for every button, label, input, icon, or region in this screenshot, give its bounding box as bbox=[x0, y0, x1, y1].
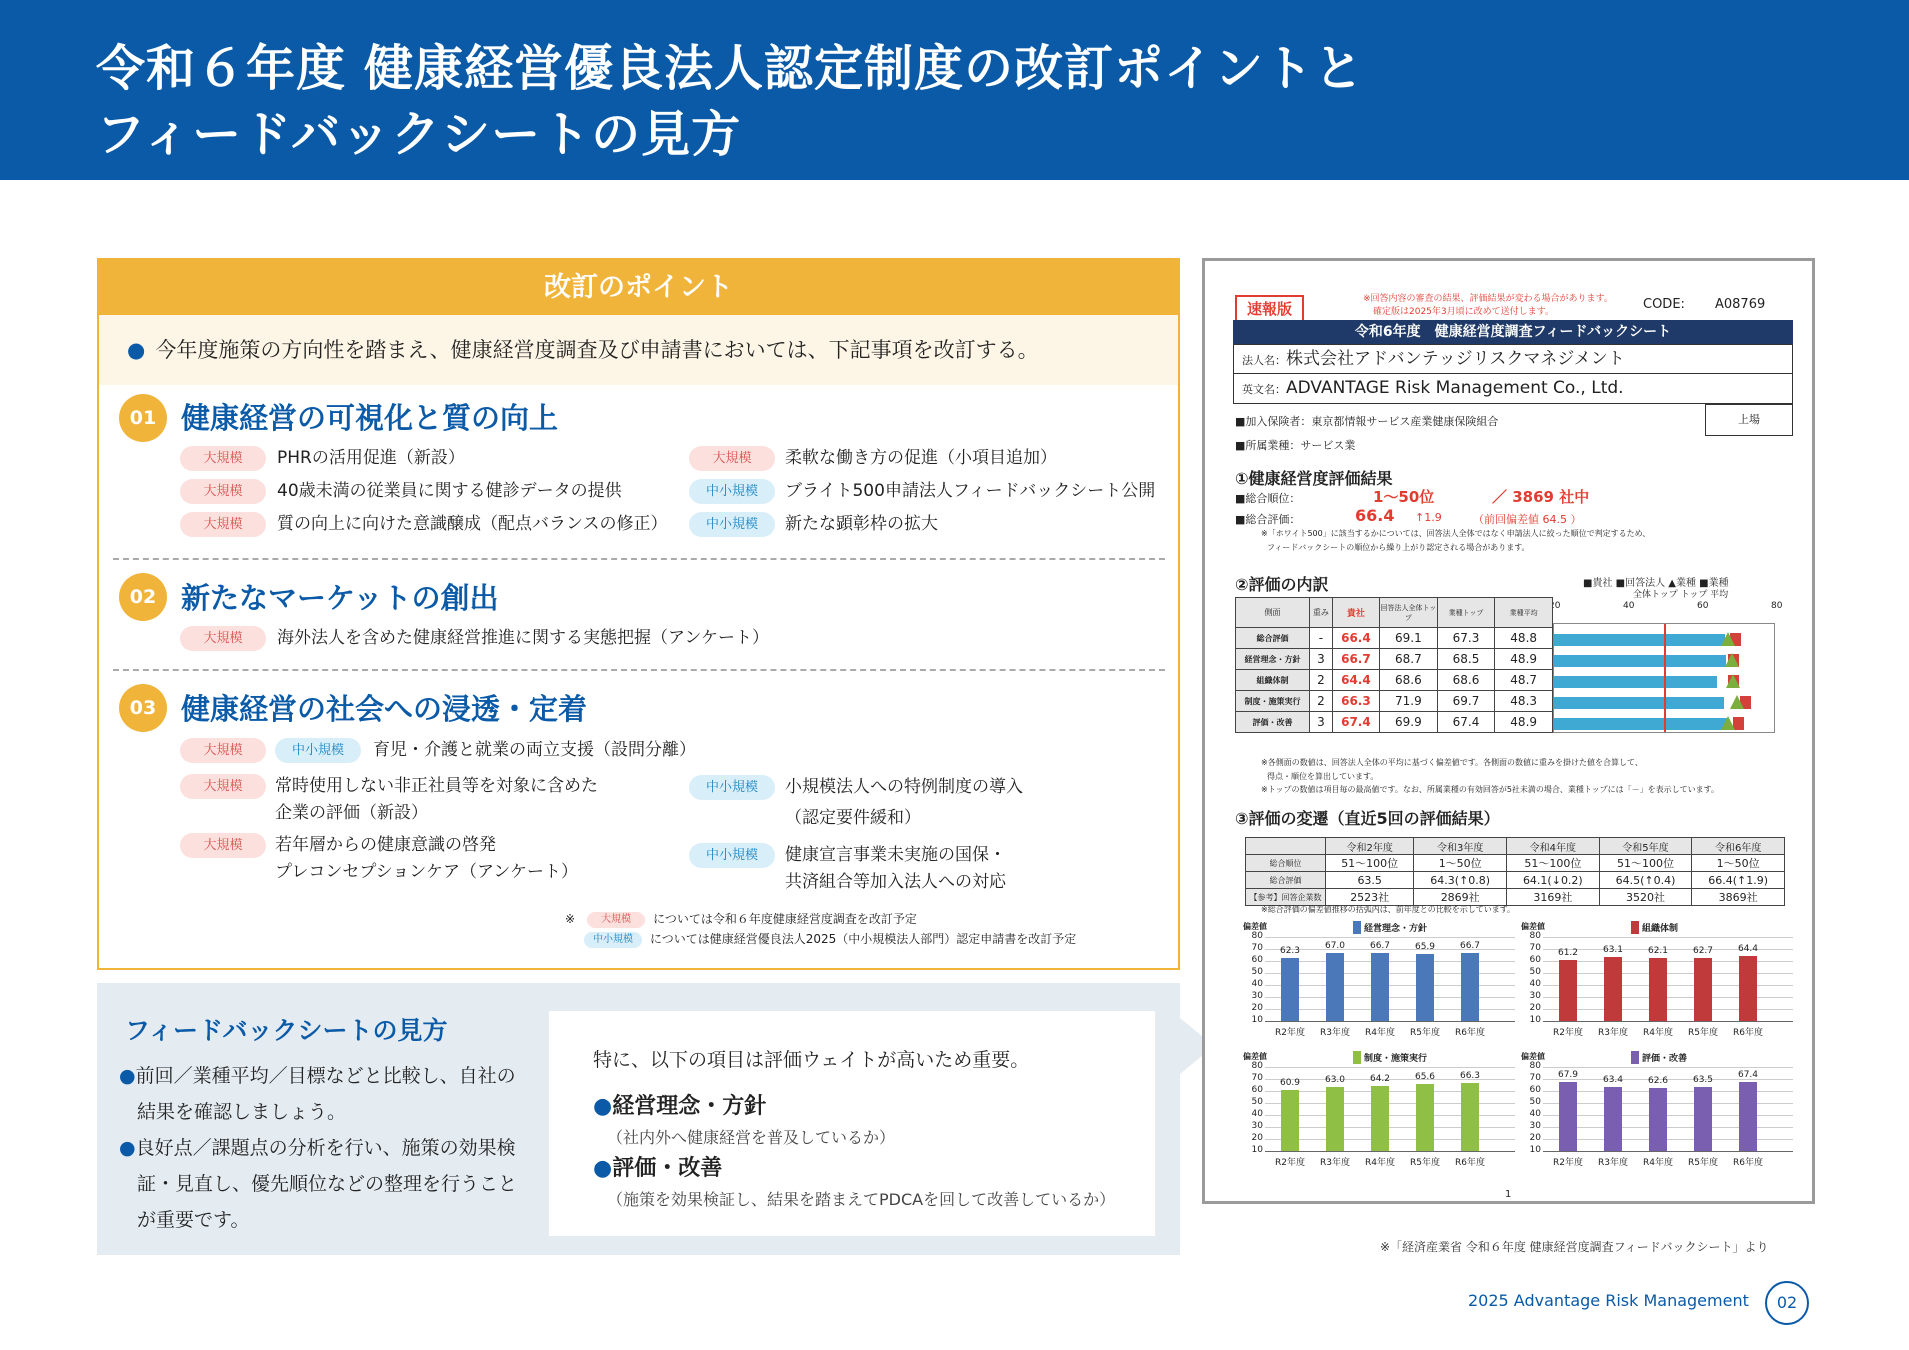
x-tick-label: R6年度 bbox=[1455, 1028, 1485, 1038]
feedback-point bbox=[119, 1130, 529, 1238]
table-cell: 67.3 bbox=[1437, 628, 1495, 649]
chart-bar bbox=[1649, 958, 1667, 1021]
title-banner bbox=[0, 0, 1909, 180]
axis-tick: 40 bbox=[1623, 601, 1635, 611]
breakdown-legend-sub: 全体トップ トップ 平均 bbox=[1633, 590, 1729, 600]
table-cell: 3520社 bbox=[1599, 889, 1692, 906]
table-cell: 51〜100位 bbox=[1599, 855, 1692, 872]
table-header-cell: 回答法人全体トップ bbox=[1380, 598, 1438, 628]
table-row bbox=[1246, 872, 1785, 889]
y-tick-label: 50 bbox=[1529, 967, 1541, 977]
table-header-cell: 令和6年度 bbox=[1692, 838, 1785, 855]
table-row bbox=[1236, 712, 1553, 733]
x-tick-label: R5年度 bbox=[1688, 1158, 1718, 1168]
score-change: ↑1.9 bbox=[1415, 511, 1442, 524]
y-tick-label: 20 bbox=[1529, 1133, 1541, 1143]
trend-chart bbox=[1243, 921, 1523, 1038]
x-axis bbox=[1265, 1021, 1515, 1022]
history-note: ※総合評価の偏差値推移の括弧内は、前年度との比較を示しています。 bbox=[1261, 905, 1516, 914]
corp-name-row bbox=[1233, 344, 1793, 374]
y-tick-label: 80 bbox=[1251, 1061, 1263, 1071]
bullet-dot: ● bbox=[593, 1094, 613, 1119]
table-header-cell: 令和3年度 bbox=[1414, 838, 1507, 855]
table-cell: 48.3 bbox=[1495, 691, 1553, 712]
table-row bbox=[1246, 889, 1785, 906]
revision-item: 小規模法人への特例制度の導入 bbox=[785, 777, 1023, 797]
chart-bar bbox=[1649, 1088, 1667, 1151]
bar-value-label: 64.2 bbox=[1369, 1073, 1391, 1084]
y-tick-label: 80 bbox=[1529, 1061, 1541, 1071]
chart-bar bbox=[1694, 1087, 1712, 1151]
table-header-cell: 重み bbox=[1310, 598, 1333, 628]
table-header-cell bbox=[1246, 838, 1326, 855]
revision-item: 海外法人を含めた健康経営推進に関する実態把握（アンケート） bbox=[277, 628, 769, 648]
score-value: 66.4 bbox=[1355, 506, 1395, 525]
x-tick-label: R2年度 bbox=[1553, 1158, 1583, 1168]
axis-tick: 20 bbox=[1549, 601, 1561, 611]
x-tick-label: R6年度 bbox=[1455, 1158, 1485, 1168]
code-value: A08769 bbox=[1715, 297, 1766, 312]
table-cell: 69.7 bbox=[1437, 691, 1495, 712]
tag-large-scale: 大規模 bbox=[180, 512, 266, 537]
chart-bar bbox=[1371, 1086, 1389, 1151]
chart-ylabel: 偏差値 bbox=[1521, 1052, 1545, 1061]
bullet-dot: ● bbox=[119, 1065, 136, 1087]
gridline bbox=[1543, 1067, 1793, 1068]
chart-ylabel: 偏差値 bbox=[1243, 1052, 1267, 1061]
y-tick-label: 70 bbox=[1251, 943, 1263, 953]
gridline bbox=[1265, 937, 1515, 938]
table-cell: 2 bbox=[1310, 670, 1333, 691]
chart-bar bbox=[1371, 953, 1389, 1021]
table-cell: 3 bbox=[1310, 649, 1333, 670]
chart-bar bbox=[1461, 1083, 1479, 1151]
x-tick-label: R2年度 bbox=[1275, 1158, 1305, 1168]
tag-large-scale: 大規模 bbox=[180, 479, 266, 504]
page-number: 02 bbox=[1765, 1281, 1809, 1325]
y-tick-label: 60 bbox=[1529, 955, 1541, 965]
corp-name-label: 法人名： bbox=[1242, 354, 1286, 367]
revision-item: 育児・介護と就業の両立支援（設問分離） bbox=[373, 740, 696, 760]
revision-heading: 改訂のポイント bbox=[99, 260, 1178, 315]
revision-item: 企業の評価（新設） bbox=[275, 803, 428, 823]
revision-item: 質の向上に向けた意識醸成（配点バランスの修正） bbox=[277, 514, 668, 534]
y-tick-label: 10 bbox=[1251, 1015, 1263, 1025]
table-row bbox=[1236, 649, 1553, 670]
english-name-label: 英文名： bbox=[1242, 383, 1286, 396]
table-cell: 48.8 bbox=[1495, 628, 1553, 649]
table-header-row bbox=[1246, 838, 1785, 855]
bar-value-label: 65.6 bbox=[1414, 1072, 1436, 1083]
bar-value-label: 64.4 bbox=[1737, 943, 1759, 954]
revision-item: 柔軟な働き方の促進（小項目追加） bbox=[785, 448, 1057, 468]
x-tick-label: R6年度 bbox=[1733, 1028, 1763, 1038]
table-cell: 66.4(↑1.9) bbox=[1692, 872, 1785, 889]
y-tick-label: 60 bbox=[1251, 955, 1263, 965]
bar-value-label: 63.5 bbox=[1692, 1074, 1714, 1085]
corp-name-value: 株式会社アドバンテッジリスクマネジメント bbox=[1286, 349, 1625, 369]
bar-value-label: 66.3 bbox=[1459, 1071, 1481, 1082]
feedback-point-text: 前回／業種平均／目標などと比較し、自社の結果を確認しましょう。 bbox=[135, 1065, 516, 1123]
important-item-title-text: 経営理念・方針 bbox=[612, 1094, 767, 1119]
x-tick-label: R3年度 bbox=[1598, 1028, 1628, 1038]
table-cell: 71.9 bbox=[1380, 691, 1438, 712]
table-cell: 69.1 bbox=[1380, 628, 1438, 649]
table-header-cell: 業種トップ bbox=[1437, 598, 1495, 628]
tag-small-medium-scale: 中小規模 bbox=[689, 479, 775, 504]
table-cell: 1〜50位 bbox=[1414, 855, 1507, 872]
y-tick-label: 10 bbox=[1529, 1145, 1541, 1155]
section-number-02: 02 bbox=[119, 573, 167, 621]
x-tick-label: R3年度 bbox=[1320, 1158, 1350, 1168]
chart-bar bbox=[1739, 956, 1757, 1021]
feedback-point bbox=[119, 1058, 529, 1130]
tag-small-medium-scale: 中小規模 bbox=[689, 843, 775, 868]
table-cell: 総合評価 bbox=[1236, 628, 1310, 649]
tag-large-scale: 大規模 bbox=[180, 774, 266, 799]
y-tick-label: 70 bbox=[1529, 943, 1541, 953]
tag-large-scale-mini: 大規模 bbox=[587, 912, 645, 928]
code-label: CODE: bbox=[1643, 297, 1685, 312]
table-cell: 48.9 bbox=[1495, 712, 1553, 733]
table-header-cell: 令和2年度 bbox=[1326, 838, 1414, 855]
table-cell: 3 bbox=[1310, 712, 1333, 733]
revision-item: PHRの活用促進（新設） bbox=[277, 448, 465, 468]
table-cell: 68.6 bbox=[1437, 670, 1495, 691]
trend-chart bbox=[1521, 921, 1801, 1038]
table-header-cell: 令和4年度 bbox=[1507, 838, 1600, 855]
feedback-sheet-sample bbox=[1202, 258, 1815, 1204]
y-tick-label: 80 bbox=[1251, 931, 1263, 941]
chart-bar bbox=[1416, 954, 1434, 1021]
table-cell: - bbox=[1310, 628, 1333, 649]
bar-value-label: 65.9 bbox=[1414, 941, 1436, 952]
chart-bar bbox=[1559, 1082, 1577, 1151]
revision-intro-text: 今年度施策の方向性を踏まえ、健康経営度調査及び申請書においては、下記事項を改訂する。 bbox=[155, 338, 1039, 362]
y-tick-label: 10 bbox=[1251, 1145, 1263, 1155]
gridline bbox=[1265, 1067, 1515, 1068]
section-title-03: 健康経営の社会への浸透・定着 bbox=[181, 692, 588, 726]
axis-tick: 60 bbox=[1697, 601, 1709, 611]
y-tick-label: 20 bbox=[1251, 1133, 1263, 1143]
footnote-small bbox=[584, 930, 1076, 948]
revision-item: ブライト500申請法人フィードバックシート公開 bbox=[785, 481, 1156, 501]
table-cell: 68.7 bbox=[1380, 649, 1438, 670]
table-header-cell: 業種平均 bbox=[1495, 598, 1553, 628]
y-tick-label: 50 bbox=[1251, 967, 1263, 977]
y-tick-label: 40 bbox=[1251, 1109, 1263, 1119]
chart-bar bbox=[1326, 1087, 1344, 1151]
bullet-dot: ● bbox=[127, 338, 146, 362]
chart-bar bbox=[1461, 953, 1479, 1021]
revision-item: 新たな顕彰枠の拡大 bbox=[785, 514, 938, 534]
section-title-02: 新たなマーケットの創出 bbox=[181, 581, 499, 615]
footnote-small-text: については健康経営優良法人2025（中小規模法人部門）認定申請書を改訂予定 bbox=[650, 932, 1077, 946]
revision-item: プレコンセプションケア（アンケート） bbox=[275, 862, 578, 882]
breakdown-note: ※トップの数値は項目毎の最高値です。なお、所属業種の有効回答が5社未満の場合、業種トップには「－」を表示しています。 bbox=[1261, 785, 1720, 794]
x-tick-label: R4年度 bbox=[1643, 1028, 1673, 1038]
important-item-title-text: 評価・改善 bbox=[612, 1156, 723, 1181]
table-cell: 68.6 bbox=[1380, 670, 1438, 691]
tag-large-scale: 大規模 bbox=[180, 738, 266, 763]
results-note: ※「ホワイト500」に該当するかについては、回答法人全体ではなく申請法人に絞った順位で判定するため、 bbox=[1261, 529, 1651, 538]
section-title-breakdown: ②評価の内訳 bbox=[1235, 575, 1329, 594]
x-axis bbox=[1543, 1021, 1793, 1022]
table-cell: 総合評価 bbox=[1246, 872, 1326, 889]
y-tick-label: 40 bbox=[1251, 979, 1263, 989]
tag-small-medium-scale: 中小規模 bbox=[689, 775, 775, 800]
revision-item: 40歳未満の従業員に関する健診データの提供 bbox=[277, 481, 622, 501]
table-cell: 48.9 bbox=[1495, 649, 1553, 670]
english-name-row bbox=[1233, 374, 1793, 404]
table-cell: 48.7 bbox=[1495, 670, 1553, 691]
y-tick-label: 80 bbox=[1529, 931, 1541, 941]
y-tick-label: 50 bbox=[1529, 1097, 1541, 1107]
y-tick-label: 30 bbox=[1251, 991, 1263, 1001]
important-items-card bbox=[549, 1011, 1155, 1236]
breakdown-legend: ■貴社 ■回答法人 ▲業種 ■業種 bbox=[1583, 578, 1729, 589]
tag-large-scale: 大規模 bbox=[689, 446, 775, 471]
bar-value-label: 62.7 bbox=[1692, 945, 1714, 956]
bar-value-label: 60.9 bbox=[1279, 1077, 1301, 1088]
y-tick-label: 10 bbox=[1529, 1015, 1541, 1025]
history-table bbox=[1245, 837, 1785, 906]
trend-chart bbox=[1243, 1051, 1523, 1168]
chart-bar bbox=[1739, 1082, 1757, 1151]
table-cell: 64.4 bbox=[1332, 670, 1379, 691]
divider bbox=[113, 669, 1165, 671]
preliminary-badge: 速報版 bbox=[1235, 295, 1304, 322]
y-tick-label: 40 bbox=[1529, 1109, 1541, 1119]
table-cell: 64.1(↓0.2) bbox=[1507, 872, 1600, 889]
divider bbox=[113, 558, 1165, 560]
english-name-value: ADVANTAGE Risk Management Co., Ltd. bbox=[1286, 378, 1624, 398]
x-tick-label: R4年度 bbox=[1365, 1028, 1395, 1038]
chart-ylabel: 偏差値 bbox=[1521, 922, 1545, 931]
y-tick-label: 70 bbox=[1251, 1073, 1263, 1083]
y-tick-label: 60 bbox=[1251, 1085, 1263, 1095]
footer-company: 2025 Advantage Risk Management bbox=[1468, 1291, 1749, 1310]
rank-label: ■総合順位： bbox=[1235, 492, 1301, 505]
breakdown-note: 得点・順位を算出しています。 bbox=[1267, 772, 1379, 781]
bullet-dot: ● bbox=[593, 1156, 613, 1181]
x-axis bbox=[1265, 1151, 1515, 1152]
revision-intro bbox=[99, 315, 1178, 385]
table-row bbox=[1236, 628, 1553, 649]
footnote-large-text: については令和６年度健康経営度調査を改訂予定 bbox=[653, 912, 917, 926]
section-number-03: 03 bbox=[119, 684, 167, 732]
gridline bbox=[1543, 937, 1793, 938]
chart-bar bbox=[1604, 1087, 1622, 1151]
table-cell: 51〜100位 bbox=[1326, 855, 1414, 872]
feedback-guide-box bbox=[97, 983, 1180, 1255]
table-cell: 67.4 bbox=[1332, 712, 1379, 733]
table-cell: 1〜50位 bbox=[1692, 855, 1785, 872]
x-tick-label: R4年度 bbox=[1643, 1158, 1673, 1168]
revision-item: 常時使用しない非正社員等を対象に含めた bbox=[275, 776, 598, 796]
y-tick-label: 30 bbox=[1529, 1121, 1541, 1131]
y-tick-label: 30 bbox=[1529, 991, 1541, 1001]
bar-value-label: 63.0 bbox=[1324, 1075, 1346, 1086]
table-cell: 【参考】回答企業数 bbox=[1246, 889, 1326, 906]
section-title-01: 健康経営の可視化と質の向上 bbox=[181, 401, 559, 435]
important-item-sub: （社内外へ健康経営を普及しているか） bbox=[607, 1128, 896, 1147]
x-tick-label: R5年度 bbox=[1688, 1028, 1718, 1038]
x-tick-label: R3年度 bbox=[1320, 1028, 1350, 1038]
table-cell: 組織体制 bbox=[1236, 670, 1310, 691]
chart-title: 評価・改善 bbox=[1631, 1051, 1687, 1064]
table-cell: 評価・改善 bbox=[1236, 712, 1310, 733]
chart-title: 組織体制 bbox=[1631, 921, 1678, 934]
table-cell: 経営理念・方針 bbox=[1236, 649, 1310, 670]
revision-item: 健康宣言事業未実施の国保・ bbox=[785, 845, 1006, 865]
feedback-guide-title: フィードバックシートの見方 bbox=[125, 1016, 448, 1045]
y-tick-label: 50 bbox=[1251, 1097, 1263, 1107]
chart-ylabel: 偏差値 bbox=[1243, 922, 1267, 931]
table-header-row bbox=[1236, 598, 1553, 628]
feedback-point-text: 良好点／課題点の分析を行い、施策の効果検証・見直し、優先順位などの整理を行うことが重要です。 bbox=[135, 1137, 518, 1231]
chart-bar bbox=[1604, 957, 1622, 1021]
table-cell: 総合順位 bbox=[1246, 855, 1326, 872]
x-axis bbox=[1543, 1151, 1793, 1152]
page-title-line2: フィードバックシートの見方 bbox=[96, 106, 742, 163]
revision-item: （認定要件緩和） bbox=[785, 808, 921, 828]
bar-value-label: 63.1 bbox=[1602, 945, 1624, 956]
bar-value-label: 67.0 bbox=[1324, 940, 1346, 951]
bar-value-label: 62.1 bbox=[1647, 946, 1669, 957]
tag-large-scale: 大規模 bbox=[180, 446, 266, 471]
bar-value-label: 67.4 bbox=[1737, 1070, 1759, 1081]
table-cell: 66.4 bbox=[1332, 628, 1379, 649]
feedback-guide-points bbox=[119, 1058, 529, 1238]
table-cell: 68.5 bbox=[1437, 649, 1495, 670]
important-item-title bbox=[593, 1151, 722, 1182]
tag-small-medium-scale: 中小規模 bbox=[275, 738, 361, 763]
chart-bar bbox=[1416, 1084, 1434, 1151]
rank-value: 1〜50位 bbox=[1373, 488, 1435, 506]
table-cell: 66.3 bbox=[1332, 691, 1379, 712]
breakdown-note: ※各側面の数値は、回答法人全体の平均に基づく偏差値です。各側面の数値に重みを掛けた値を合算して、 bbox=[1261, 758, 1643, 767]
tag-small-scale-mini: 中小規模 bbox=[584, 932, 642, 948]
table-header-cell: 令和5年度 bbox=[1599, 838, 1692, 855]
bar-value-label: 63.4 bbox=[1602, 1074, 1624, 1085]
source-credit: ※「経済産業省 令和６年度 健康経営度調査フィードバックシート」より bbox=[1380, 1240, 1769, 1254]
important-item-title bbox=[593, 1089, 766, 1120]
page-title-line1: 令和６年度 健康経営優良法人認定制度の改訂ポイントと bbox=[96, 40, 1365, 97]
table-cell: 64.3(↑0.8) bbox=[1414, 872, 1507, 889]
section-title-history: ③評価の変遷（直近5回の評価結果） bbox=[1235, 809, 1500, 828]
y-tick-label: 30 bbox=[1251, 1121, 1263, 1131]
y-tick-label: 60 bbox=[1529, 1085, 1541, 1095]
table-cell: 51〜100位 bbox=[1507, 855, 1600, 872]
bar-value-label: 67.9 bbox=[1557, 1069, 1579, 1080]
sheet-notice: ※回答内容の審査の結果、評価結果が変わる場合があります。 bbox=[1363, 294, 1613, 304]
bar-value-label: 62.6 bbox=[1647, 1075, 1669, 1086]
previous-score: （前回偏差値 64.5 ） bbox=[1473, 513, 1582, 526]
breakdown-table bbox=[1235, 597, 1553, 733]
chart-bar bbox=[1694, 958, 1712, 1021]
sheet-notice: 確定版は2025年3月頃に改めて送付します。 bbox=[1373, 307, 1554, 317]
chart-bar bbox=[1559, 960, 1577, 1021]
chart-title: 制度・施策実行 bbox=[1353, 1051, 1427, 1064]
table-row bbox=[1236, 691, 1553, 712]
chart-bar bbox=[1326, 953, 1344, 1021]
important-item-sub: （施策を効果検証し、結果を踏まえてPDCAを回して改善しているか） bbox=[607, 1190, 1116, 1209]
section-number-01: 01 bbox=[119, 394, 167, 442]
chart-title: 経営理念・方針 bbox=[1353, 921, 1427, 934]
revision-item: 若年層からの健康意識の啓発 bbox=[275, 835, 496, 855]
table-cell: 3169社 bbox=[1507, 889, 1600, 906]
insurer: ■加入保険者：東京都情報サービス産業健康保険組合 bbox=[1235, 415, 1499, 428]
table-cell: 66.7 bbox=[1332, 649, 1379, 670]
listed-status: 上場 bbox=[1705, 404, 1793, 436]
bar-value-label: 61.2 bbox=[1557, 947, 1579, 958]
bullet-dot: ● bbox=[119, 1137, 136, 1159]
tag-large-scale: 大規模 bbox=[180, 626, 266, 651]
x-tick-label: R5年度 bbox=[1410, 1158, 1440, 1168]
table-cell: 67.4 bbox=[1437, 712, 1495, 733]
y-tick-label: 40 bbox=[1529, 979, 1541, 989]
important-items-lead: 特に、以下の項目は評価ウェイトが高いため重要。 bbox=[593, 1049, 1030, 1071]
score-label: ■総合評価： bbox=[1235, 513, 1301, 526]
industry: ■所属業種：サービス業 bbox=[1235, 439, 1356, 452]
sheet-page-number: 1 bbox=[1505, 1189, 1512, 1200]
table-cell: 69.9 bbox=[1380, 712, 1438, 733]
rank-total: ／ 3869 社中 bbox=[1492, 488, 1590, 506]
x-tick-label: R6年度 bbox=[1733, 1158, 1763, 1168]
table-header-cell: 貴社 bbox=[1332, 598, 1379, 628]
axis-tick: 80 bbox=[1771, 601, 1783, 611]
table-header-cell: 側面 bbox=[1236, 598, 1310, 628]
table-cell: 64.5(↑0.4) bbox=[1599, 872, 1692, 889]
table-cell: 2 bbox=[1310, 691, 1333, 712]
bar-value-label: 66.7 bbox=[1369, 940, 1391, 951]
revision-item: 共済組合等加入法人への対応 bbox=[785, 872, 1006, 892]
tag-small-medium-scale: 中小規模 bbox=[689, 512, 775, 537]
table-cell: 63.5 bbox=[1326, 872, 1414, 889]
section-title-results: ①健康経営度評価結果 bbox=[1235, 469, 1393, 488]
x-tick-label: R4年度 bbox=[1365, 1158, 1395, 1168]
table-cell: 制度・施策実行 bbox=[1236, 691, 1310, 712]
x-tick-label: R3年度 bbox=[1598, 1158, 1628, 1168]
y-tick-label: 70 bbox=[1529, 1073, 1541, 1083]
x-tick-label: R5年度 bbox=[1410, 1028, 1440, 1038]
revision-points-box bbox=[97, 258, 1180, 970]
footnote-mark: ※ bbox=[565, 912, 576, 926]
y-tick-label: 20 bbox=[1251, 1003, 1263, 1013]
sheet-title: 令和6年度 健康経営度調査フィードバックシート bbox=[1233, 320, 1793, 344]
footnote-large bbox=[565, 910, 917, 928]
chart-bar bbox=[1281, 958, 1299, 1021]
y-tick-label: 20 bbox=[1529, 1003, 1541, 1013]
x-tick-label: R2年度 bbox=[1553, 1028, 1583, 1038]
x-tick-label: R2年度 bbox=[1275, 1028, 1305, 1038]
table-cell: 2869社 bbox=[1414, 889, 1507, 906]
tag-large-scale: 大規模 bbox=[180, 833, 266, 858]
bar-value-label: 66.7 bbox=[1459, 940, 1481, 951]
table-cell: 3869社 bbox=[1692, 889, 1785, 906]
chart-bar bbox=[1281, 1090, 1299, 1151]
table-row bbox=[1236, 670, 1553, 691]
table-cell: 2523社 bbox=[1326, 889, 1414, 906]
table-row bbox=[1246, 855, 1785, 872]
trend-chart bbox=[1521, 1051, 1801, 1168]
breakdown-axis bbox=[1553, 623, 1775, 733]
bar-value-label: 62.3 bbox=[1279, 946, 1301, 957]
results-note: フィードバックシートの順位から繰り上がり認定される場合があります。 bbox=[1267, 543, 1530, 552]
